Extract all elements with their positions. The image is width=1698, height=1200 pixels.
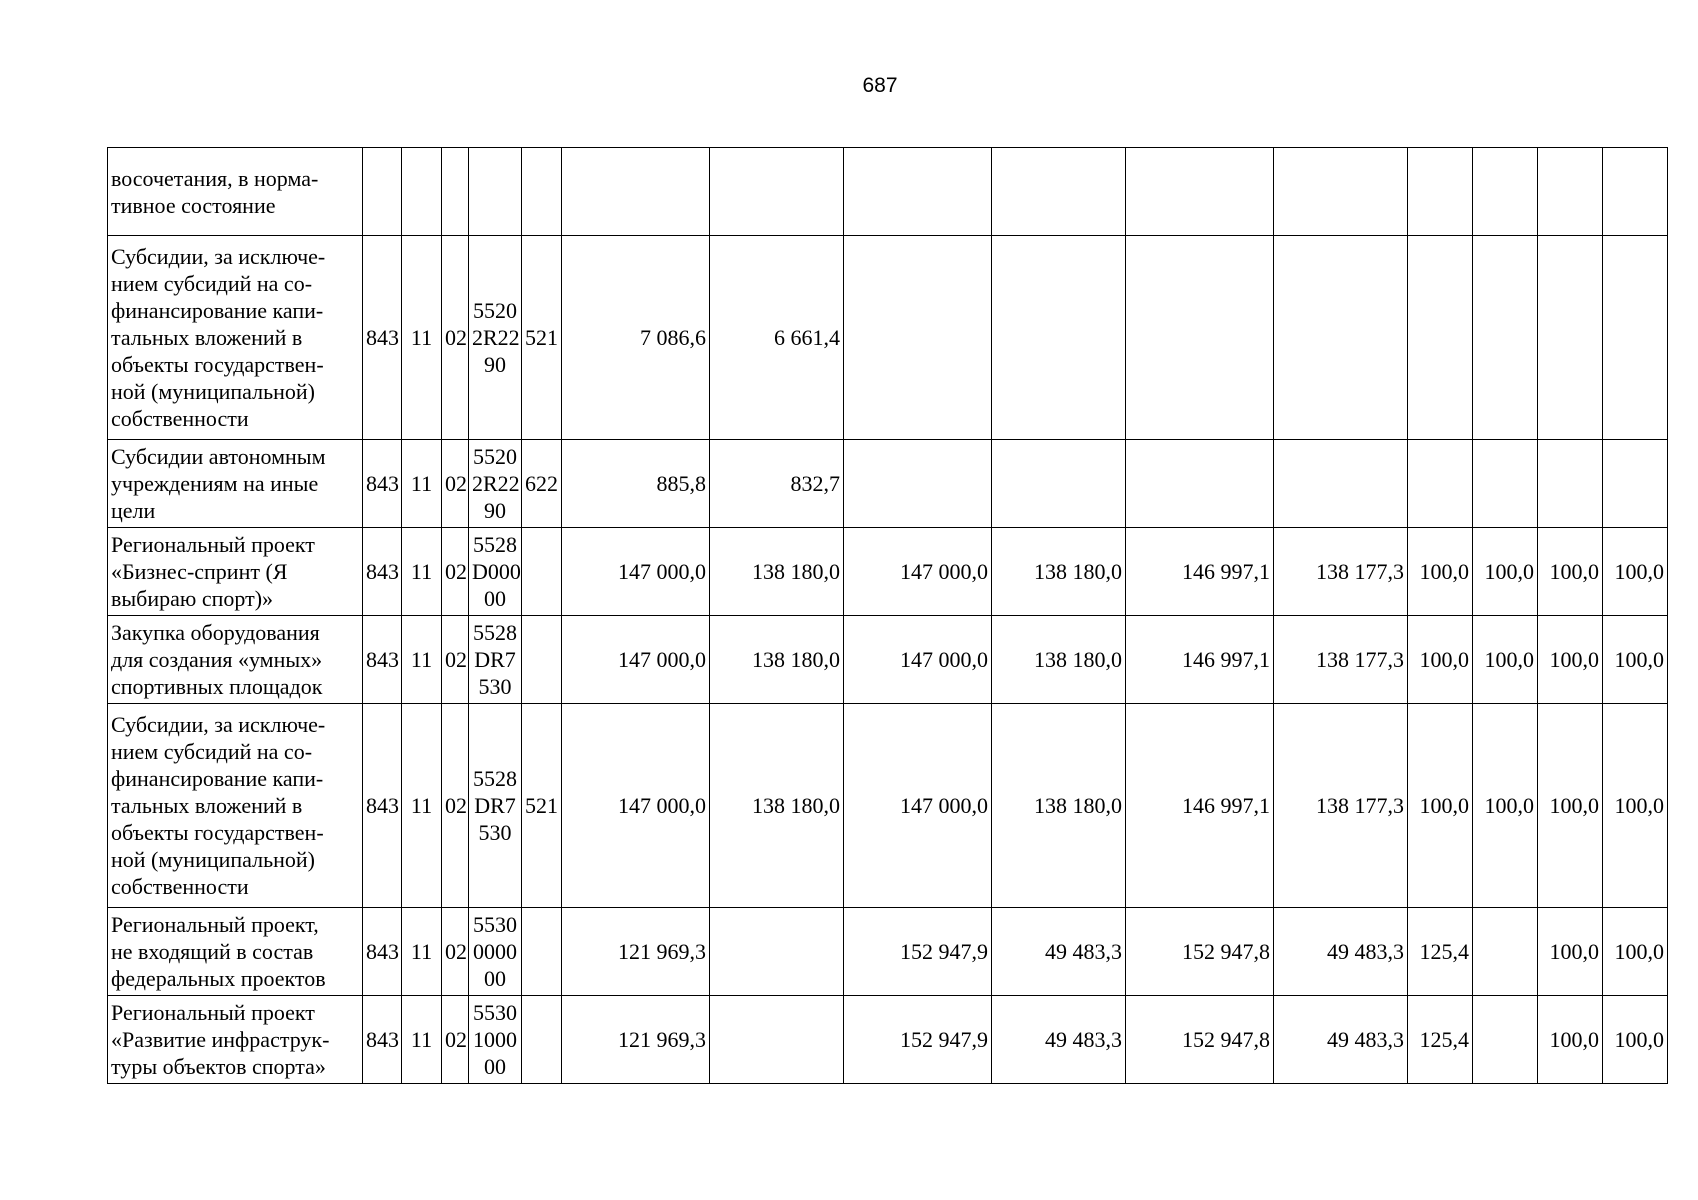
amount-cell-3: 152 947,9 [844, 996, 992, 1084]
amount-cell-6: 49 483,3 [1274, 996, 1408, 1084]
page-number: 687 [862, 74, 898, 97]
amount-cell-1: 147 000,0 [562, 704, 710, 908]
section-code-cell: 11 [402, 908, 442, 996]
subsection-code-cell: 02 [442, 996, 469, 1084]
target-article-cell: 5520 2R22 90 [469, 440, 522, 528]
subsection-code-cell [442, 148, 469, 236]
amount-cell-6 [1274, 148, 1408, 236]
percent-cell-4: 100,0 [1603, 528, 1668, 616]
section-code-cell: 11 [402, 996, 442, 1084]
section-code-cell: 11 [402, 704, 442, 908]
grbs-code-cell [363, 148, 402, 236]
table-row [108, 440, 1668, 528]
amount-cell-6: 138 177,3 [1274, 528, 1408, 616]
amount-cell-3 [844, 440, 992, 528]
percent-cell-3: 100,0 [1538, 996, 1603, 1084]
amount-cell-6: 138 177,3 [1274, 616, 1408, 704]
grbs-code-cell: 843 [363, 440, 402, 528]
subsection-code-cell: 02 [442, 704, 469, 908]
amount-cell-5: 146 997,1 [1126, 616, 1274, 704]
row-name-cell: Субсидии автономным учреждениям на иные цели [108, 440, 363, 528]
amount-cell-3: 147 000,0 [844, 528, 992, 616]
table-row [108, 616, 1668, 704]
percent-cell-1: 125,4 [1408, 996, 1473, 1084]
amount-cell-2: 138 180,0 [710, 528, 844, 616]
expense-type-cell: 521 [522, 236, 562, 440]
section-code-cell [402, 148, 442, 236]
amount-cell-6 [1274, 236, 1408, 440]
percent-cell-2: 100,0 [1473, 616, 1538, 704]
amount-cell-3: 147 000,0 [844, 616, 992, 704]
table-row [108, 996, 1668, 1084]
percent-cell-1 [1408, 148, 1473, 236]
budget-table [107, 147, 1668, 1084]
row-name-cell: восочетания, в норма- тивное состояние [108, 148, 363, 236]
grbs-code-cell: 843 [363, 616, 402, 704]
grbs-code-cell: 843 [363, 996, 402, 1084]
percent-cell-4 [1603, 440, 1668, 528]
amount-cell-3: 152 947,9 [844, 908, 992, 996]
subsection-code-cell: 02 [442, 236, 469, 440]
percent-cell-1 [1408, 440, 1473, 528]
subsection-code-cell: 02 [442, 528, 469, 616]
table-row [108, 528, 1668, 616]
percent-cell-4: 100,0 [1603, 908, 1668, 996]
expense-type-cell [522, 616, 562, 704]
percent-cell-3 [1538, 440, 1603, 528]
section-code-cell: 11 [402, 236, 442, 440]
target-article-cell: 5528 DR7 530 [469, 704, 522, 908]
percent-cell-2 [1473, 996, 1538, 1084]
expense-type-cell: 622 [522, 440, 562, 528]
percent-cell-3: 100,0 [1538, 908, 1603, 996]
amount-cell-1 [562, 148, 710, 236]
subsection-code-cell: 02 [442, 440, 469, 528]
grbs-code-cell: 843 [363, 704, 402, 908]
percent-cell-1: 125,4 [1408, 908, 1473, 996]
amount-cell-3: 147 000,0 [844, 704, 992, 908]
amount-cell-5 [1126, 148, 1274, 236]
expense-type-cell [522, 996, 562, 1084]
table-row [108, 704, 1668, 908]
amount-cell-3 [844, 148, 992, 236]
target-article-cell: 5530 0000 00 [469, 908, 522, 996]
percent-cell-4: 100,0 [1603, 616, 1668, 704]
expense-type-cell [522, 148, 562, 236]
row-name-cell: Региональный проект «Бизнес-спринт (Я выбираю спорт)» [108, 528, 363, 616]
amount-cell-4: 49 483,3 [992, 908, 1126, 996]
target-article-cell: 5530 1000 00 [469, 996, 522, 1084]
target-article-cell [469, 148, 522, 236]
percent-cell-1 [1408, 236, 1473, 440]
table-row [108, 148, 1668, 236]
percent-cell-2: 100,0 [1473, 528, 1538, 616]
percent-cell-3 [1538, 236, 1603, 440]
amount-cell-4: 49 483,3 [992, 996, 1126, 1084]
expense-type-cell [522, 528, 562, 616]
percent-cell-4: 100,0 [1603, 996, 1668, 1084]
amount-cell-2: 832,7 [710, 440, 844, 528]
target-article-cell: 5520 2R22 90 [469, 236, 522, 440]
percent-cell-3: 100,0 [1538, 528, 1603, 616]
amount-cell-4 [992, 148, 1126, 236]
percent-cell-4 [1603, 148, 1668, 236]
expense-type-cell [522, 908, 562, 996]
amount-cell-4 [992, 236, 1126, 440]
amount-cell-5 [1126, 440, 1274, 528]
amount-cell-2: 138 180,0 [710, 704, 844, 908]
percent-cell-3: 100,0 [1538, 704, 1603, 908]
row-name-cell: Субсидии, за исключе- нием субсидий на со- финансирование капи- тальных вложений в объекты государствен- ной (муниципальной) собственности [108, 236, 363, 440]
amount-cell-2 [710, 148, 844, 236]
amount-cell-1: 147 000,0 [562, 616, 710, 704]
amount-cell-1: 885,8 [562, 440, 710, 528]
amount-cell-5 [1126, 236, 1274, 440]
section-code-cell: 11 [402, 528, 442, 616]
amount-cell-1: 121 969,3 [562, 996, 710, 1084]
row-name-cell: Региональный проект «Развитие инфраструк- туры объектов спорта» [108, 996, 363, 1084]
amount-cell-3 [844, 236, 992, 440]
percent-cell-2 [1473, 236, 1538, 440]
amount-cell-4: 138 180,0 [992, 704, 1126, 908]
section-code-cell: 11 [402, 616, 442, 704]
grbs-code-cell: 843 [363, 908, 402, 996]
percent-cell-1: 100,0 [1408, 704, 1473, 908]
percent-cell-4: 100,0 [1603, 704, 1668, 908]
amount-cell-5: 152 947,8 [1126, 908, 1274, 996]
percent-cell-2: 100,0 [1473, 704, 1538, 908]
amount-cell-1: 7 086,6 [562, 236, 710, 440]
expense-type-cell: 521 [522, 704, 562, 908]
amount-cell-1: 121 969,3 [562, 908, 710, 996]
percent-cell-4 [1603, 236, 1668, 440]
row-name-cell: Субсидии, за исключе- нием субсидий на со- финансирование капи- тальных вложений в объекты государствен- ной (муниципальной) собственности [108, 704, 363, 908]
amount-cell-2 [710, 996, 844, 1084]
percent-cell-2 [1473, 908, 1538, 996]
subsection-code-cell: 02 [442, 616, 469, 704]
row-name-cell: Региональный проект, не входящий в состав федеральных проектов [108, 908, 363, 996]
amount-cell-6: 138 177,3 [1274, 704, 1408, 908]
grbs-code-cell: 843 [363, 236, 402, 440]
percent-cell-1: 100,0 [1408, 616, 1473, 704]
amount-cell-6: 49 483,3 [1274, 908, 1408, 996]
table-body [108, 148, 1668, 1084]
grbs-code-cell: 843 [363, 528, 402, 616]
amount-cell-2 [710, 908, 844, 996]
row-name-cell: Закупка оборудования для создания «умных» спортивных площадок [108, 616, 363, 704]
amount-cell-1: 147 000,0 [562, 528, 710, 616]
percent-cell-2 [1473, 148, 1538, 236]
target-article-cell: 5528 DR7 530 [469, 616, 522, 704]
percent-cell-1: 100,0 [1408, 528, 1473, 616]
table-row [108, 236, 1668, 440]
target-article-cell: 5528 D000 00 [469, 528, 522, 616]
amount-cell-2: 138 180,0 [710, 616, 844, 704]
amount-cell-6 [1274, 440, 1408, 528]
section-code-cell: 11 [402, 440, 442, 528]
percent-cell-3: 100,0 [1538, 616, 1603, 704]
amount-cell-4: 138 180,0 [992, 528, 1126, 616]
table-row [108, 908, 1668, 996]
amount-cell-4: 138 180,0 [992, 616, 1126, 704]
amount-cell-5: 152 947,8 [1126, 996, 1274, 1084]
amount-cell-2: 6 661,4 [710, 236, 844, 440]
percent-cell-2 [1473, 440, 1538, 528]
amount-cell-4 [992, 440, 1126, 528]
subsection-code-cell: 02 [442, 908, 469, 996]
percent-cell-3 [1538, 148, 1603, 236]
amount-cell-5: 146 997,1 [1126, 528, 1274, 616]
amount-cell-5: 146 997,1 [1126, 704, 1274, 908]
